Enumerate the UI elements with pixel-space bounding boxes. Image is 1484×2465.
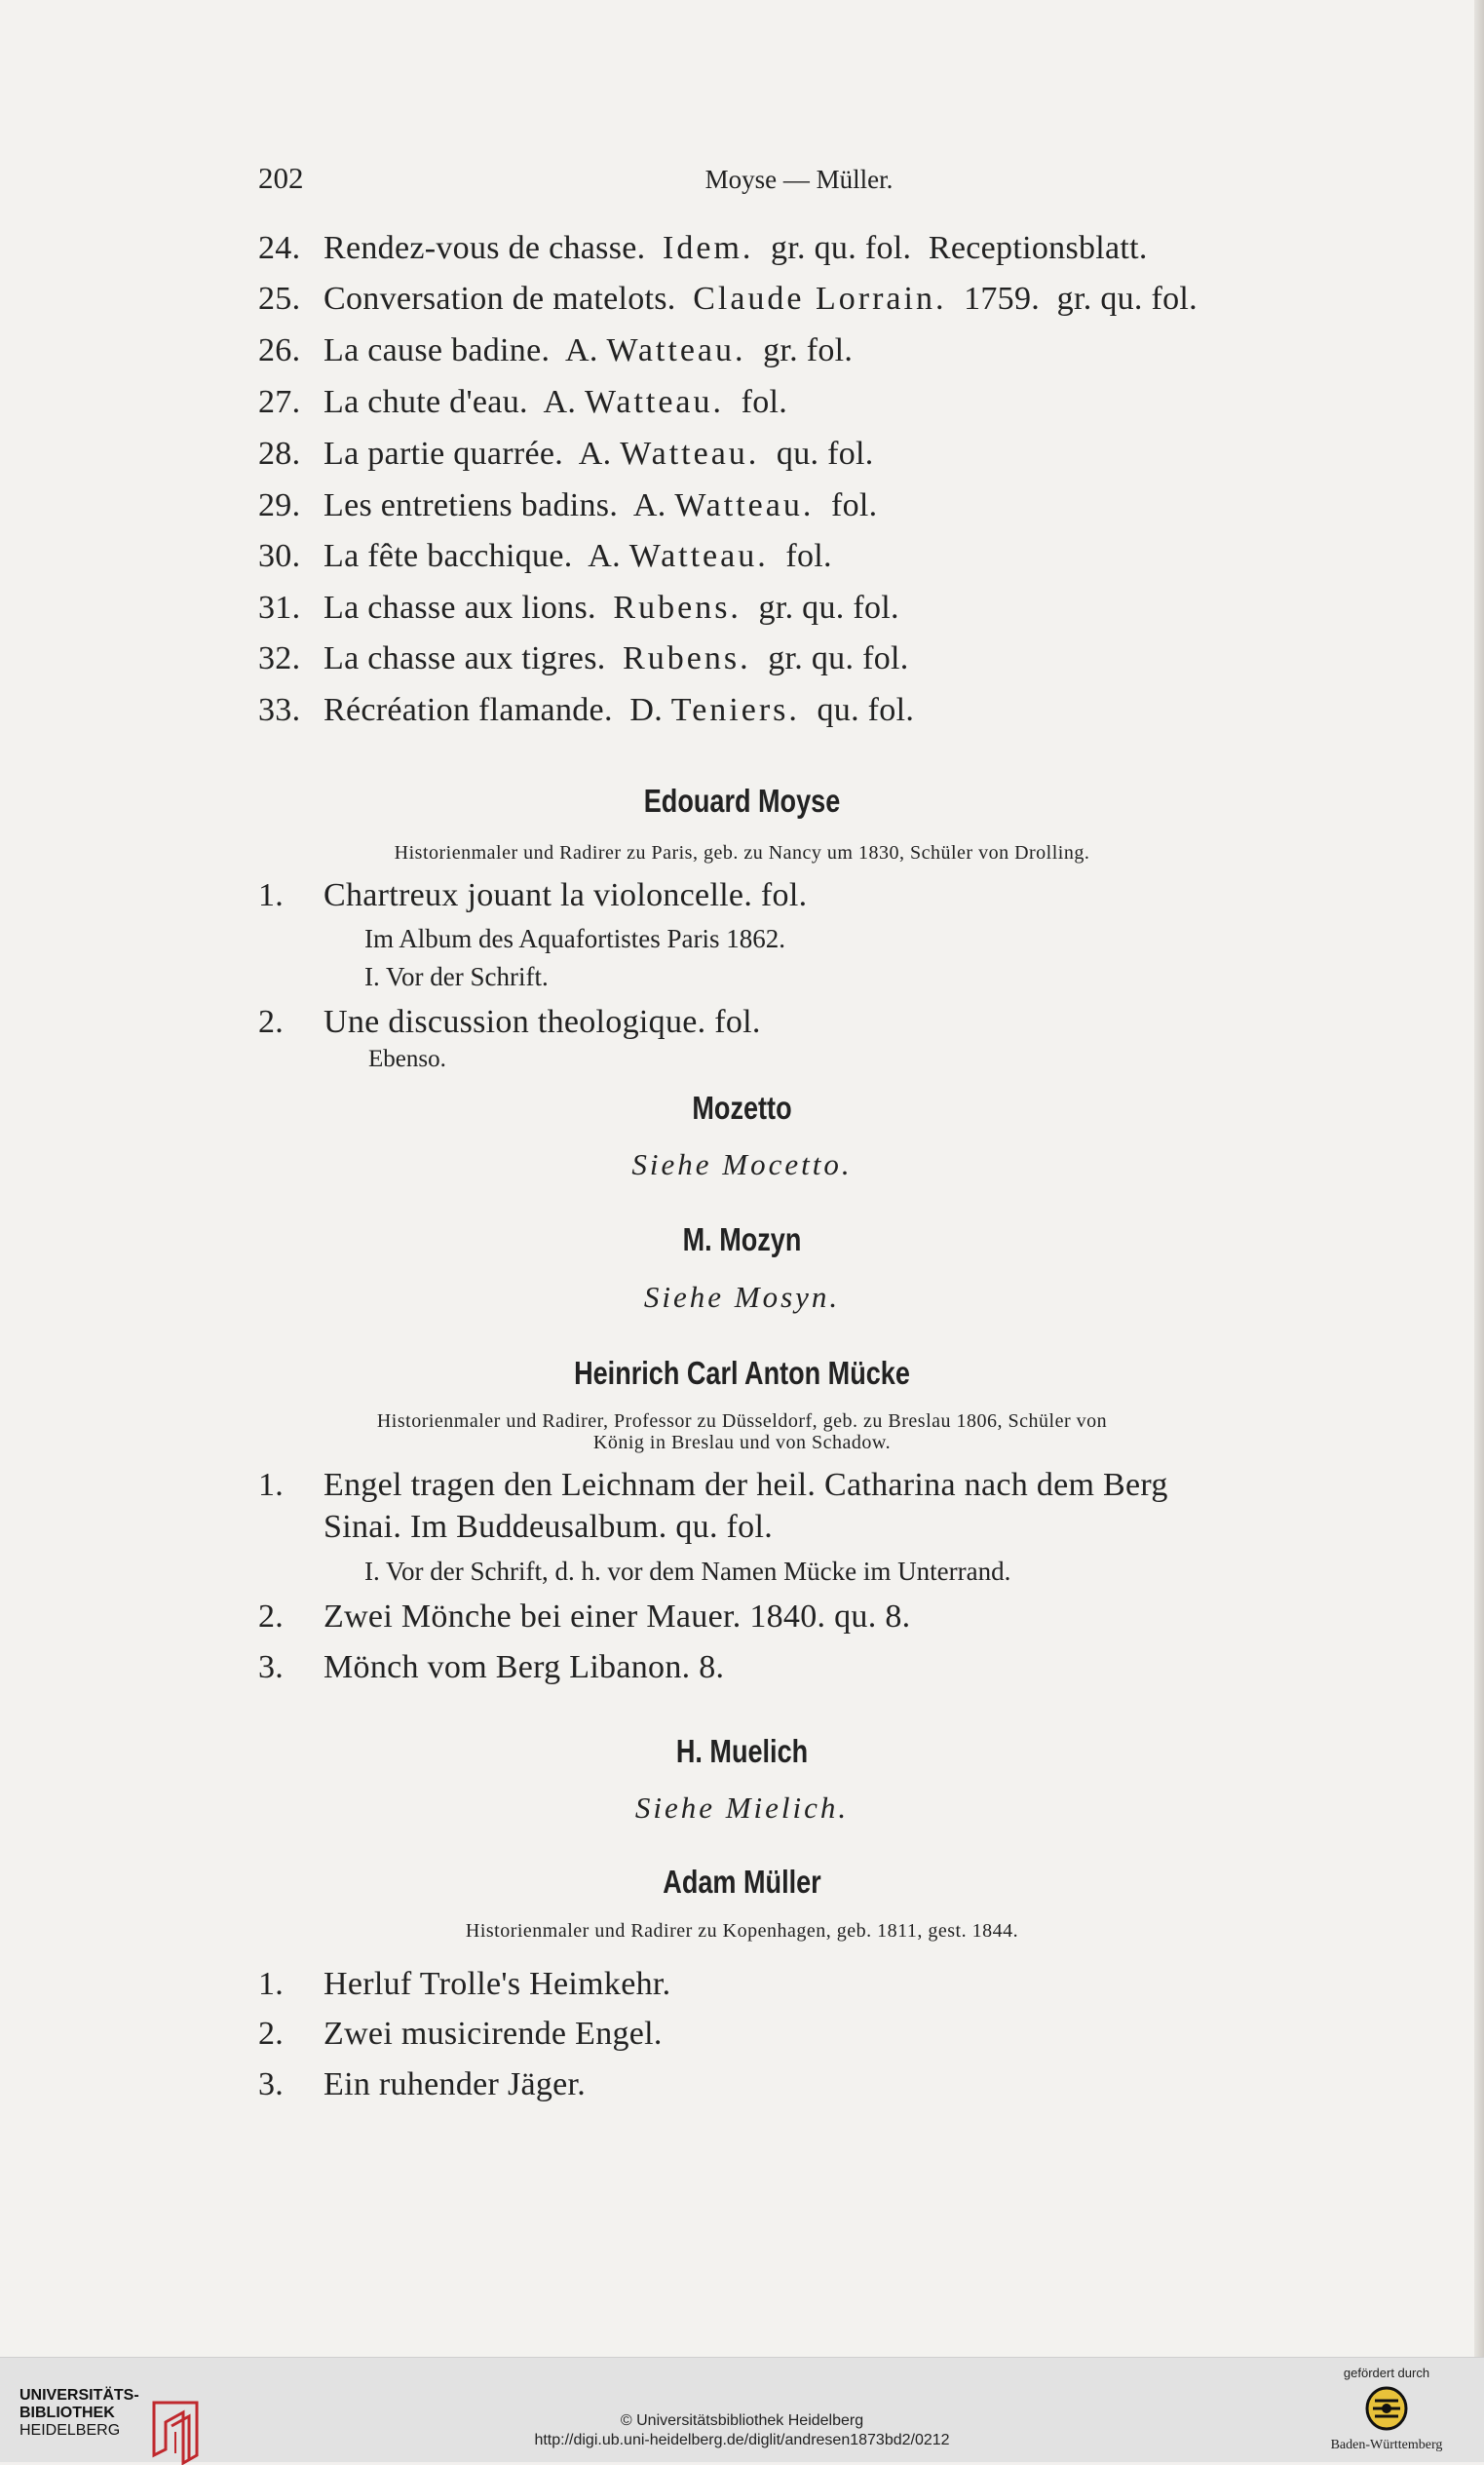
entry-text: Chartreux jouant la violoncelle. fol. <box>323 877 808 913</box>
entry-number: 31. <box>258 590 301 626</box>
entry-text: La partie quarrée. A. <box>323 436 621 472</box>
list-item <box>258 1467 1168 1504</box>
artist-bio-moyse: Historienmaler und Radirer zu Paris, geb. zu Nancy um 1830, Schüler von Drolling. <box>394 842 1090 864</box>
list-item <box>258 640 909 677</box>
sponsor-block[interactable] <box>1318 2366 1455 2453</box>
entry-number: 3. <box>258 1649 285 1685</box>
library-emblem-icon <box>146 2395 222 2465</box>
list-item <box>258 692 914 729</box>
list-item <box>258 1598 910 1636</box>
sponsor-name: Baden-Württemberg <box>1330 2438 1443 2452</box>
list-item <box>258 877 807 914</box>
entry-text: fol. <box>724 384 788 420</box>
list-item <box>258 1649 724 1686</box>
entry-number: 28. <box>258 436 301 472</box>
entry-text: La chasse aux tigres. <box>323 640 624 676</box>
entry-number: 27. <box>258 384 301 420</box>
entry-text: Mönch vom Berg Libanon. 8. <box>323 1649 725 1685</box>
digitization-footer <box>0 2357 1484 2462</box>
artist-heading-muelich: H. Muelich <box>675 1733 809 1769</box>
entry-number: 2. <box>258 1598 285 1635</box>
entry-text: qu. fol. <box>759 436 874 472</box>
artist-heading-mueller: Adam Müller <box>663 1864 821 1900</box>
entry-text: gr. fol. <box>745 332 854 368</box>
entry-note: Ebenso. <box>368 1046 446 1072</box>
entry-number: 24. <box>258 230 301 266</box>
list-item <box>258 332 853 369</box>
entry-text: La chute d'eau. A. <box>323 384 585 420</box>
entry-text: qu. fol. <box>799 692 915 728</box>
list-item <box>258 281 1198 318</box>
artist-name: Rubens. <box>613 590 742 626</box>
list-item <box>258 384 787 421</box>
entry-text: La cause badine. A. <box>323 332 607 368</box>
entry-number: 1. <box>258 877 285 913</box>
entry-number: 29. <box>258 487 301 523</box>
list-item <box>258 590 899 627</box>
permalink-url[interactable]: http://digi.ub.uni-heidelberg.de/diglit/andresen1873bd2/0212 <box>534 2432 950 2448</box>
artist-bio-muecke: Historienmaler und Radirer, Professor zu Düsseldorf, geb. zu Breslau 1806, Schüler von <box>376 1410 1108 1432</box>
entry-text: gr. qu. fol. <box>750 640 909 676</box>
entry-number: 1. <box>258 1467 285 1503</box>
artist-heading-moyse: Edouard Moyse <box>643 783 841 819</box>
artist-heading-muecke: Heinrich Carl Anton Mücke <box>574 1355 910 1391</box>
list-item <box>258 230 1148 267</box>
entry-continuation: Sinai. Im Buddeusalbum. qu. fol. <box>323 1509 774 1545</box>
page-number: 202 <box>258 161 304 195</box>
entry-text: Herluf Trolle's Heimkehr. <box>323 1966 671 2002</box>
entry-text: fol. <box>768 538 832 574</box>
list-item <box>258 1966 670 2003</box>
entry-text: Récréation flamande. D. <box>323 692 671 728</box>
entry-text: Conversation de matelots. <box>323 281 694 317</box>
list-item <box>258 2016 663 2053</box>
list-item <box>258 1004 761 1041</box>
artist-bio-mueller: Historienmaler und Radirer zu Kopenhagen, geb. 1811, gest. 1844. <box>465 1920 1019 1942</box>
artist-name: Watteau. <box>606 332 746 368</box>
artist-name: Rubens. <box>623 640 751 676</box>
artist-name: Claude Lorrain. <box>693 281 947 317</box>
copyright-notice: © Universitätsbibliothek Heidelberg <box>620 2412 864 2429</box>
entry-number: 2. <box>258 2016 285 2052</box>
entry-number: 1. <box>258 1966 285 2002</box>
entry-text: Rendez-vous de chasse. <box>323 230 664 266</box>
entry-note: I. Vor der Schrift. <box>364 962 549 991</box>
library-name: UNIVERSITÄTS- BIBLIOTHEK HEIDELBERG <box>19 2387 139 2439</box>
entry-text: Zwei Mönche bei einer Mauer. 1840. qu. 8. <box>323 1598 911 1635</box>
entry-text: gr. qu. fol. <box>741 590 899 626</box>
entry-number: 32. <box>258 640 301 676</box>
artist-name: Idem. <box>663 230 754 266</box>
running-title: Moyse — Müller. <box>704 165 894 194</box>
entry-number: 33. <box>258 692 301 728</box>
artist-bio-muecke-cont: König in Breslau und von Schadow. <box>592 1432 892 1453</box>
see-reference: Siehe Mielich. <box>634 1791 850 1825</box>
entry-text: Une discussion theologique. fol. <box>323 1004 761 1040</box>
entry-text: Les entretiens badins. A. <box>323 487 675 523</box>
artist-name: Watteau. <box>674 487 815 523</box>
entry-note: Im Album des Aquafortistes Paris 1862. <box>364 924 785 953</box>
entry-text: Ein ruhender Jäger. <box>323 2066 587 2102</box>
list-item <box>258 436 874 473</box>
entry-number: 2. <box>258 1004 285 1040</box>
artist-heading-mozyn: M. Mozyn <box>682 1221 802 1257</box>
artist-name: Teniers. <box>670 692 800 728</box>
entry-text: gr. qu. fol. Receptionsblatt. <box>753 230 1148 266</box>
entry-text: Engel tragen den Leichnam der heil. Catharina nach dem Berg <box>323 1467 1168 1503</box>
entry-number: 26. <box>258 332 301 368</box>
list-item <box>258 2066 586 2103</box>
entry-note: I. Vor der Schrift, d. h. vor dem Namen Mücke im Unterrand. <box>364 1557 1011 1586</box>
list-item <box>258 538 832 575</box>
entry-text: La fête bacchique. A. <box>323 538 629 574</box>
entry-number: 3. <box>258 2066 285 2102</box>
artist-heading-mozetto: Mozetto <box>692 1090 792 1126</box>
entry-number: 30. <box>258 538 301 574</box>
state-crest-icon <box>1359 2384 1414 2433</box>
see-reference: Siehe Mosyn. <box>643 1280 841 1314</box>
entry-text: La chasse aux lions. <box>323 590 614 626</box>
list-item <box>258 487 877 524</box>
entry-text: fol. <box>814 487 878 523</box>
entry-number: 25. <box>258 281 301 317</box>
entry-text: Zwei musicirende Engel. <box>323 2016 663 2052</box>
artist-name: Watteau. <box>584 384 725 420</box>
page-header <box>258 161 1340 200</box>
entry-text: 1759. gr. qu. fol. <box>946 281 1198 317</box>
sponsor-label: gefördert durch <box>1343 2366 1430 2380</box>
artist-name: Watteau. <box>620 436 760 472</box>
see-reference: Siehe Mocetto. <box>631 1147 853 1181</box>
artist-name: Watteau. <box>628 538 769 574</box>
